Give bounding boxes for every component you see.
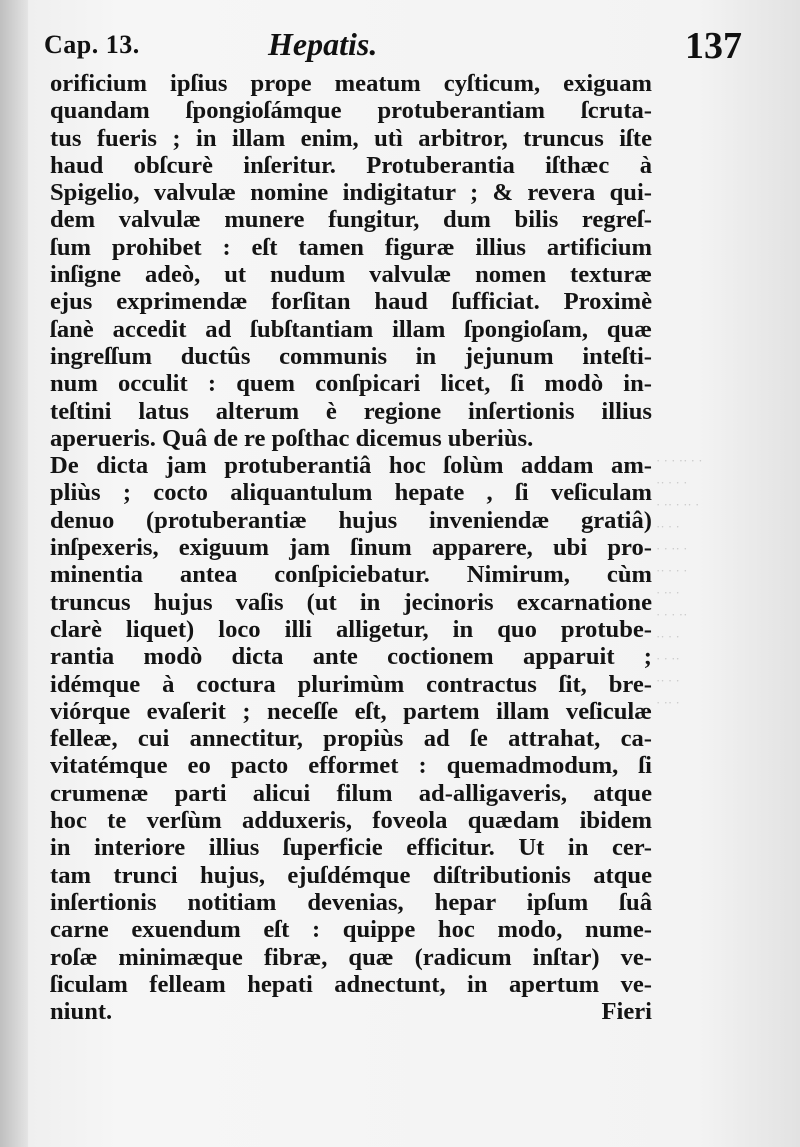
text-line: ſiculam felleam hepati adnectunt, in apertum ve- — [50, 970, 652, 998]
text-line: viórque evaſerit ; neceſſe eſt, partem illam veſiculæ — [50, 697, 652, 725]
text-line: inſertionis notitiam devenias, hepar ipſum ſuâ — [50, 888, 652, 916]
text-line: niunt. — [50, 998, 113, 1026]
text-line: haud obſcurè inſeritur. Protuberantia iſthæc à — [50, 151, 652, 179]
body-text — [50, 70, 652, 1025]
text-line: tus fueris ; in illam enim, utì arbitror, truncus iſte — [50, 124, 652, 152]
bleed-through-marks: · · · ·· · · ·· · · · · ·· · ·· · ·· · · · · ·· · ·· · · · · ·· · · · · ·· ·· · · · · ·· ·· · · · ·· · — [656, 453, 703, 710]
text-line: ſum prohibet : eſt tamen figuræ illius artificium — [50, 233, 652, 261]
text-line: De dicta jam protuberantiâ hoc ſolùm addam am- — [50, 452, 652, 480]
text-line: clarè liquet) loco illi alligetur, in quo protube- — [50, 615, 652, 643]
catchword: Fieri — [601, 998, 652, 1026]
text-line: truncus hujus vaſis (ut in jecinoris excarnatione — [50, 588, 652, 616]
text-line: vitatémque eo pacto efformet : quemadmodum, ſi — [50, 752, 652, 780]
text-line: quandam ſpongioſámque protuberantiam ſcruta- — [50, 97, 652, 125]
text-line: denuo (protuberantiæ hujus inveniendæ gratiâ) — [50, 506, 652, 534]
text-line: idémque à coctura plurimùm contractus ſit, bre- — [50, 670, 652, 698]
text-line: ejus exprimendæ forſitan haud ſufficiat. Proximè — [50, 288, 652, 316]
running-title: Hepatis. — [268, 26, 378, 62]
text-line: inſigne adeò, ut nudum valvulæ nomen texturæ — [50, 261, 652, 289]
text-line: orificium ipſius prope meatum cyſticum, exiguam — [50, 70, 652, 97]
text-line: dem valvulæ munere fungitur, dum bilis regreſ- — [50, 206, 652, 234]
text-line: carne exuendum eſt : quippe hoc modo, nume- — [50, 916, 652, 944]
text-line: ingreſſum ductûs communis in jejunum inteſti- — [50, 342, 652, 370]
text-line: in interiore illius ſuperficie efficitur. Ut in cer- — [50, 834, 652, 862]
text-line: aperueris. Quâ de re poſthac dicemus uberiùs. — [50, 424, 534, 452]
page-header — [0, 18, 800, 68]
chapter-running-head: Cap. 13. — [44, 30, 140, 59]
text-line: minentia antea conſpiciebatur. Nimirum, cùm — [50, 561, 652, 589]
text-line: Spigelio, valvulæ nomine indigitatur ; & revera qui- — [50, 179, 652, 207]
final-line-row — [50, 998, 652, 1025]
text-line: hoc te verſùm adduxeris, foveola quædam ibidem — [50, 807, 652, 835]
text-line: num occulit : quem conſpicari licet, ſi modò in- — [50, 370, 652, 398]
text-line: inſpexeris, exiguum jam ſinum apparere, ubi pro- — [50, 534, 652, 562]
text-line: ſanè accedit ad ſubſtantiam illam ſpongioſam, quæ — [50, 315, 652, 343]
text-line: felleæ, cui annectitur, propiùs ad ſe attrahat, ca- — [50, 725, 652, 753]
page-gutter-shadow — [0, 0, 28, 1147]
text-line: tam trunci hujus, ejuſdémque diſtributionis atque — [50, 861, 652, 889]
page-number: 137 — [685, 25, 742, 67]
text-line: crumenæ parti alicui filum ad-alligaveris, atque — [50, 779, 652, 807]
text-line: rantia modò dicta ante coctionem apparuit ; — [50, 643, 652, 671]
text-line: teſtini latus alterum è regione inſertionis illius — [50, 397, 652, 425]
text-line: roſæ minimæque fibræ, quæ (radicum inſtar) ve- — [50, 943, 652, 971]
text-line: pliùs ; cocto aliquantulum hepate , ſi veſiculam — [50, 479, 652, 507]
